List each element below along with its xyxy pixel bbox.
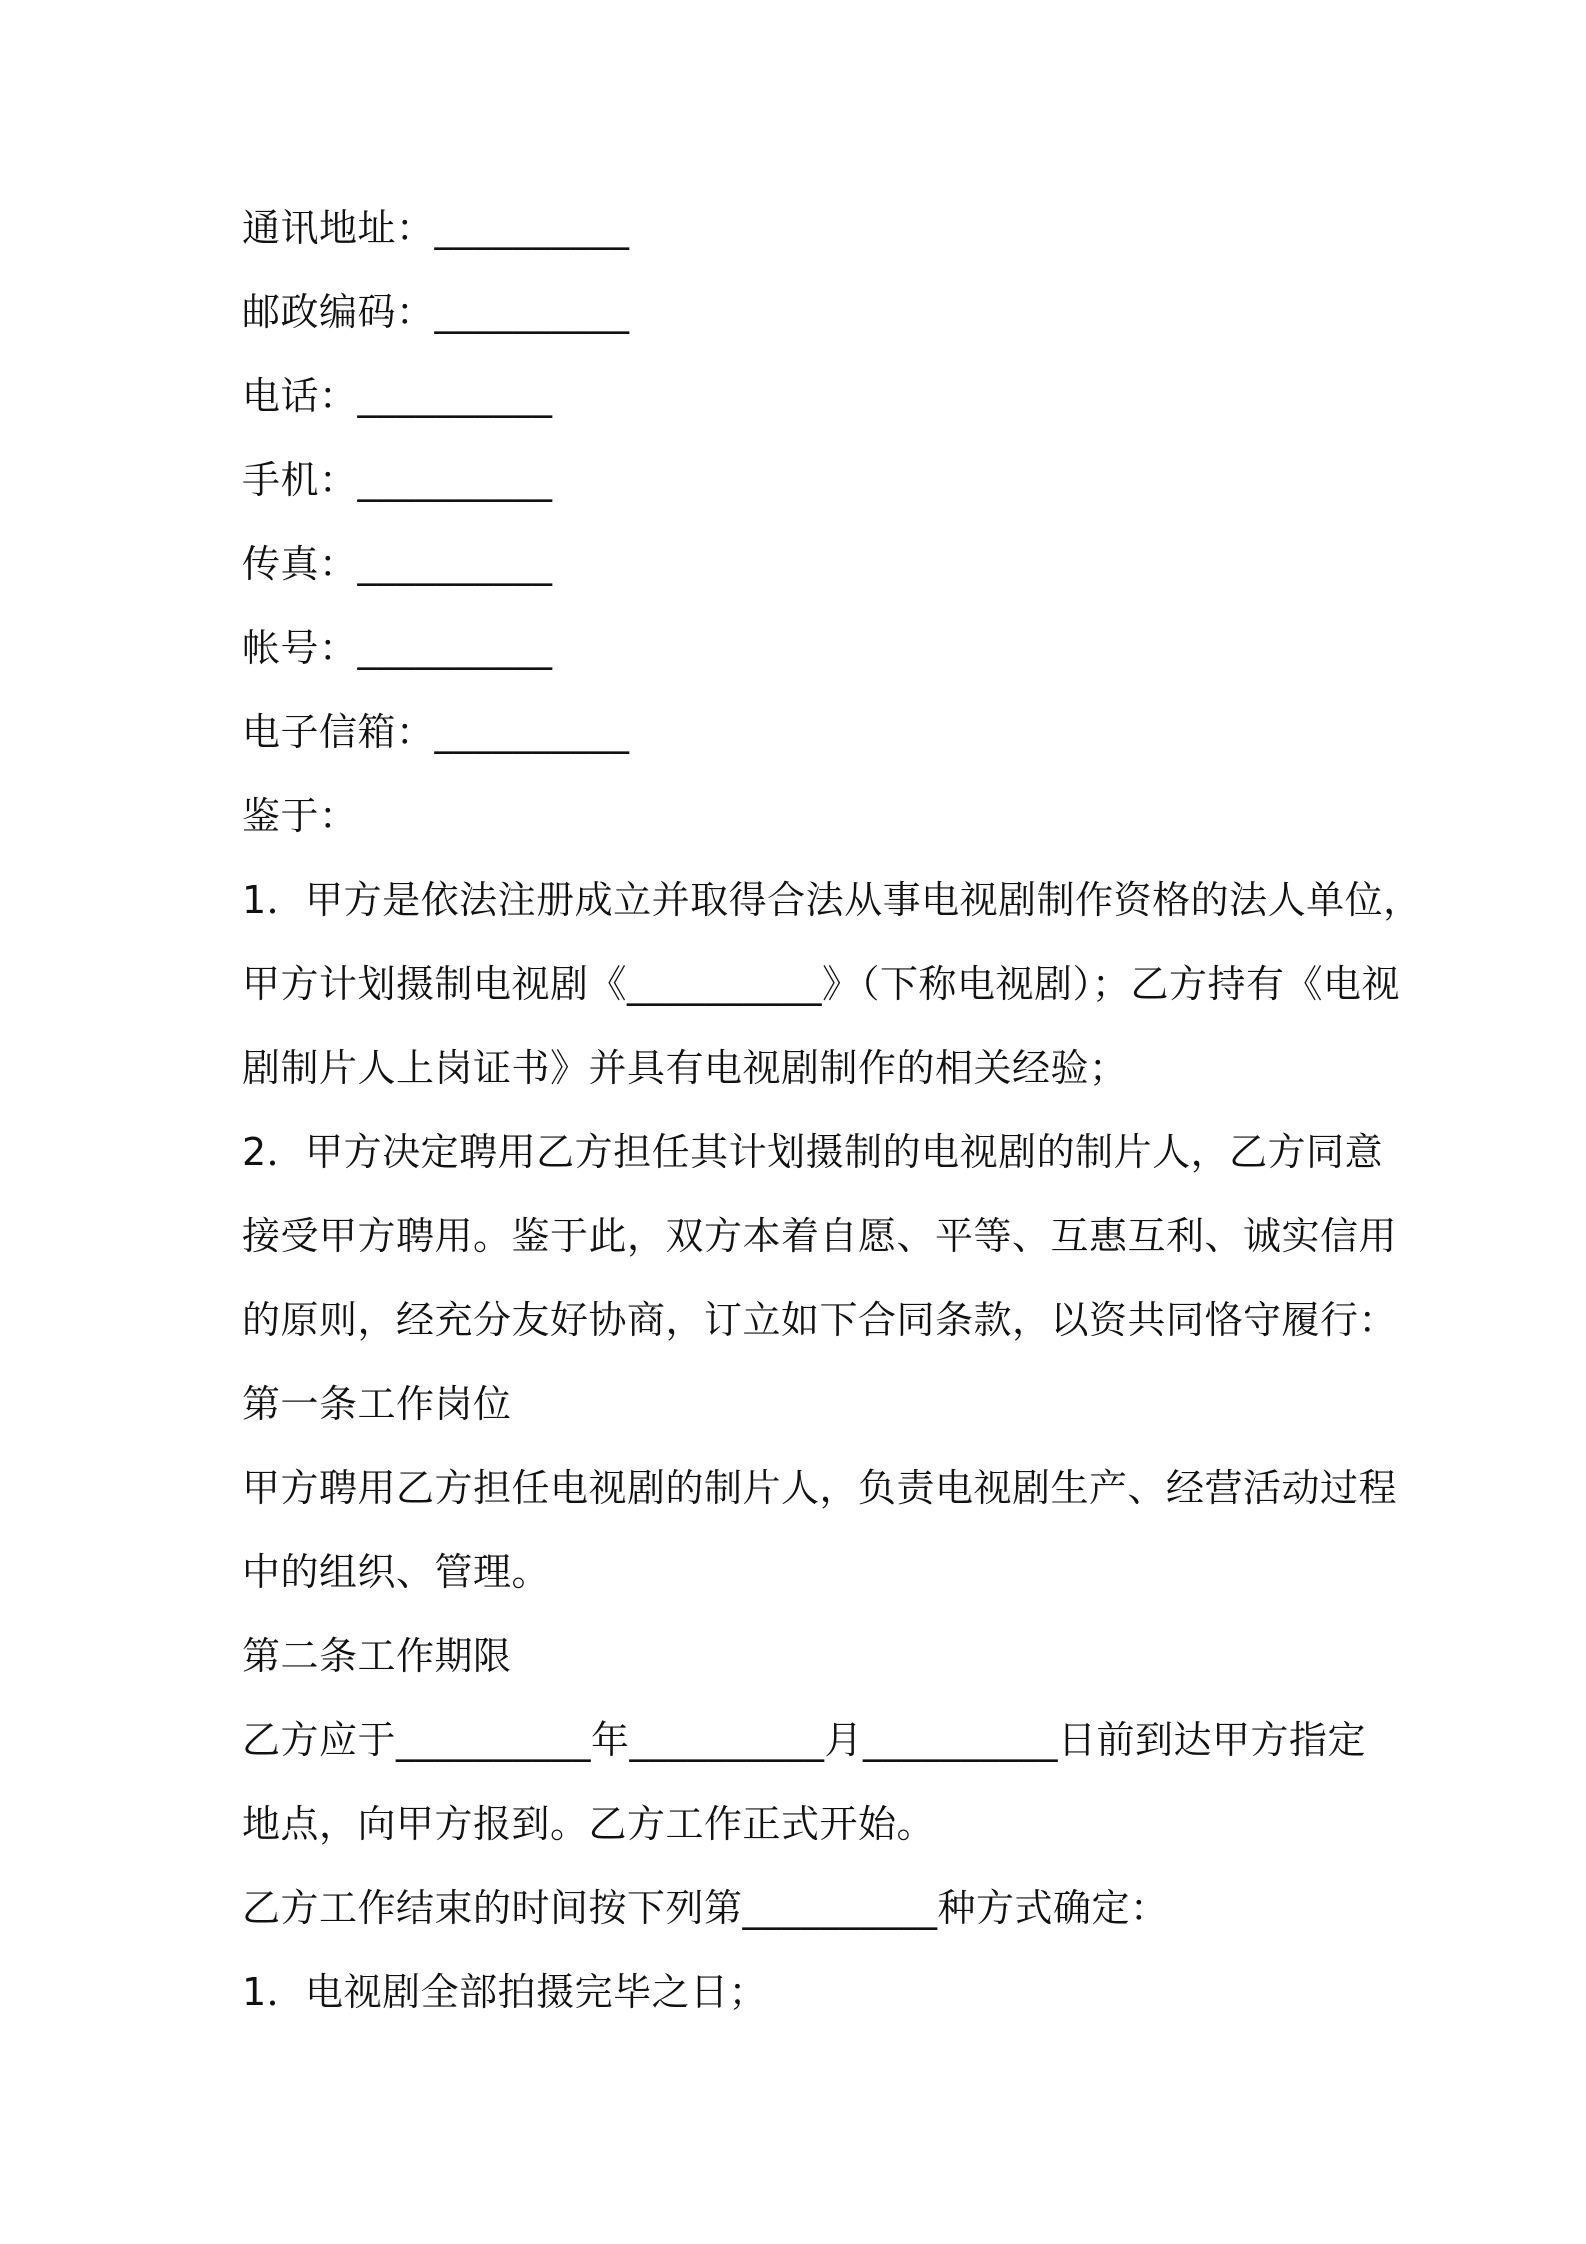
document-body (242, 186, 1422, 2034)
recital-1-line-3: 剧制片人上岗证书》并具有电视剧制作的相关经验； (242, 1046, 1128, 1090)
phone-line: 电话：__________ (242, 374, 553, 418)
article-2-line-3: 乙方工作结束的时间按下列第__________种方式确定： (242, 1886, 1169, 1930)
mobile-line: 手机：__________ (242, 458, 553, 502)
recital-1-line-1: 1．甲方是依法注册成立并取得合法从事电视剧制作资格的法人单位， (242, 878, 1422, 922)
address-line: 通讯地址：__________ (242, 206, 630, 250)
article-1-heading: 第一条工作岗位 (242, 1382, 512, 1426)
recital-2-line-2: 接受甲方聘用。鉴于此，双方本着自愿、平等、互惠互利、诚实信用 (242, 1214, 1398, 1258)
article-1-line-2: 中的组织、管理。 (242, 1550, 551, 1594)
article-2-option-1: 1．电视剧全部拍摄完毕之日； (242, 1970, 768, 2014)
article-2-line-2: 地点，向甲方报到。乙方工作正式开始。 (242, 1802, 936, 1846)
fax-line: 传真：__________ (242, 542, 553, 586)
recital-2-line-1: 2．甲方决定聘用乙方担任其计划摄制的电视剧的制片人，乙方同意 (242, 1130, 1384, 1174)
account-line: 帐号：__________ (242, 626, 553, 670)
recital-1-line-2: 甲方计划摄制电视剧《__________》（下称电视剧）；乙方持有《电视 (242, 962, 1401, 1006)
whereas-heading: 鉴于： (242, 794, 358, 838)
article-1-line-1: 甲方聘用乙方担任电视剧的制片人，负责电视剧生产、经营活动过程 (242, 1466, 1398, 1510)
recital-2-line-3: 的原则，经充分友好协商，订立如下合同条款，以资共同恪守履行： (242, 1298, 1398, 1342)
email-line: 电子信箱：__________ (242, 710, 630, 754)
article-2-heading: 第二条工作期限 (242, 1634, 512, 1678)
postcode-line: 邮政编码：__________ (242, 290, 630, 334)
article-2-line-1: 乙方应于__________年__________月__________日前到达甲方指定 (242, 1718, 1367, 1762)
